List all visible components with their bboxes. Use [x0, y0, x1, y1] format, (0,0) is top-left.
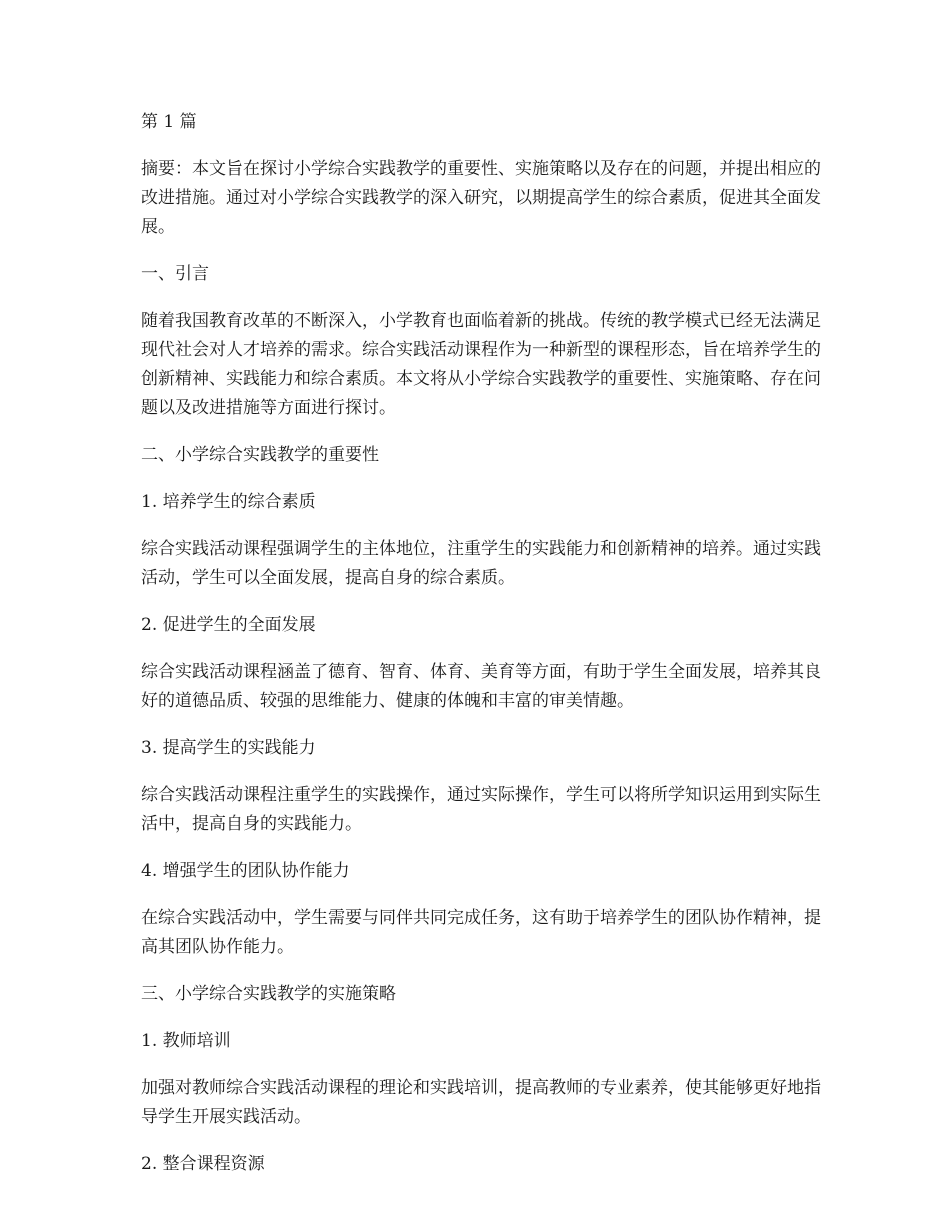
- body-paragraph: 加强对教师综合实践活动课程的理论和实践培训，提高教师的专业素养，使其能够更好地指导学生开展实践活动。: [141, 1078, 821, 1127]
- subheading-all-round-development: 2. 促进学生的全面发展: [141, 615, 316, 635]
- subheading-teamwork: 4. 增强学生的团队协作能力: [141, 861, 350, 881]
- document-body: [141, 108, 821, 1197]
- section-heading-importance: 二、小学综合实践教学的重要性: [141, 445, 379, 465]
- subheading-comprehensive-quality: 1. 培养学生的综合素质: [141, 492, 316, 512]
- subheading-course-resources: 2. 整合课程资源: [141, 1154, 265, 1174]
- body-paragraph: 综合实践活动课程注重学生的实践操作，通过实际操作，学生可以将所学知识运用到实际生活中，提高自身的实践能力。: [141, 785, 821, 834]
- section-label: 第 1 篇: [141, 112, 197, 132]
- body-paragraph: 综合实践活动课程涵盖了德育、智育、体育、美育等方面，有助于学生全面发展，培养其良好的道德品质、较强的思维能力、健康的体魄和丰富的审美情趣。: [141, 662, 821, 711]
- subheading-teacher-training: 1. 教师培训: [141, 1031, 231, 1051]
- body-paragraph: 在综合实践活动中，学生需要与同伴共同完成任务，这有助于培养学生的团队协作精神，提高其团队协作能力。: [141, 908, 821, 957]
- introduction-paragraph: 随着我国教育改革的不断深入，小学教育也面临着新的挑战。传统的教学模式已经无法满足现代社会对人才培养的需求。综合实践活动课程作为一种新型的课程形态，旨在培养学生的创新精神、实践能力和综合素质。本文将从小学综合实践教学的重要性、实施策略、存在问题以及改进措施等方面进行探讨。: [141, 311, 821, 418]
- section-heading-introduction: 一、引言: [141, 264, 209, 284]
- subheading-practical-ability: 3. 提高学生的实践能力: [141, 738, 316, 758]
- abstract-paragraph: 摘要：本文旨在探讨小学综合实践教学的重要性、实施策略以及存在的问题，并提出相应的改进措施。通过对小学综合实践教学的深入研究，以期提高学生的综合素质，促进其全面发展。: [141, 159, 821, 237]
- body-paragraph: 综合实践活动课程强调学生的主体地位，注重学生的实践能力和创新精神的培养。通过实践活动，学生可以全面发展，提高自身的综合素质。: [141, 539, 821, 588]
- section-heading-strategies: 三、小学综合实践教学的实施策略: [141, 984, 396, 1004]
